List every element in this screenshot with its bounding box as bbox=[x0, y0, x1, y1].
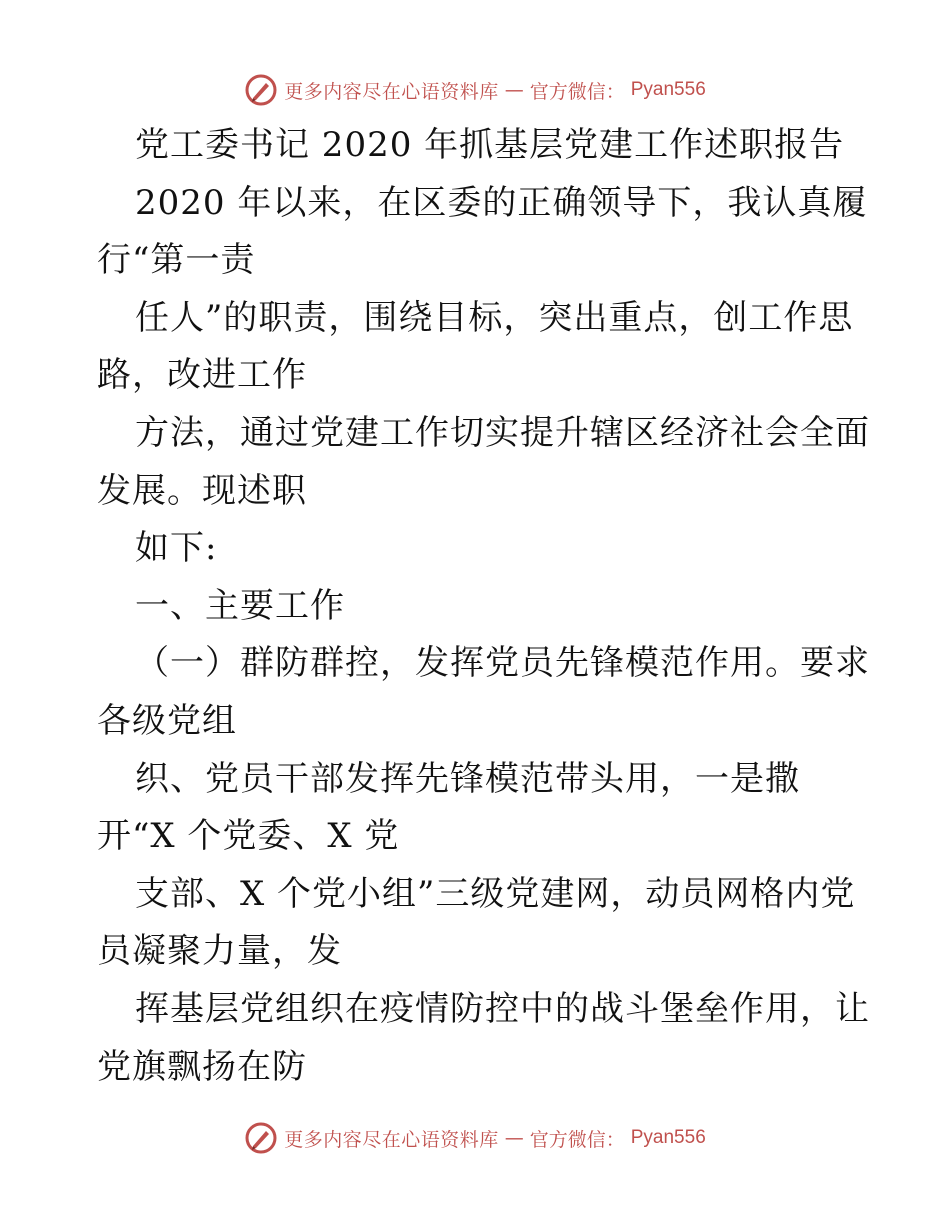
doc-line: 方法，通过党建工作切实提升辖区经济社会全面 bbox=[135, 412, 870, 453]
header-watermark bbox=[0, 70, 950, 110]
pen-logo-icon bbox=[244, 73, 278, 107]
section-heading: 一、主要工作 bbox=[135, 585, 345, 626]
doc-title: 党工委书记 2020 年抓基层党建工作述职报告 bbox=[135, 125, 845, 165]
doc-line: 如下: bbox=[135, 528, 218, 569]
watermark-site: 更多内容尽在心语资料库 bbox=[284, 80, 499, 103]
watermark-label: 官方微信： bbox=[529, 80, 625, 103]
watermark-site: 更多内容尽在心语资料库 bbox=[284, 1128, 499, 1151]
watermark-id: Pyan556 bbox=[630, 1127, 706, 1148]
doc-line: 行“第一责 bbox=[97, 240, 256, 281]
doc-line: 2020 年以来，在区委的正确领导下，我认真履 bbox=[135, 182, 868, 223]
watermark-separator: — bbox=[504, 1127, 524, 1149]
watermark-id: Pyan556 bbox=[630, 79, 706, 100]
doc-line: 织、党员干部发挥先锋模范带头用，一是撒 bbox=[135, 758, 800, 799]
doc-line: 支部、X 个党小组”三级党建网，动员网格内党 bbox=[135, 873, 856, 914]
pen-logo-icon bbox=[244, 1121, 278, 1155]
doc-line: 路，改进工作 bbox=[97, 355, 307, 396]
doc-line: 开“X 个党委、X 党 bbox=[97, 816, 400, 857]
doc-line: 员凝聚力量，发 bbox=[97, 931, 342, 972]
footer-watermark bbox=[0, 1118, 950, 1158]
doc-line: 挥基层党组织在疫情防控中的战斗堡垒作用，让 bbox=[135, 988, 870, 1029]
doc-line: 发展。现述职 bbox=[97, 470, 307, 511]
watermark-label: 官方微信： bbox=[529, 1128, 625, 1151]
document-body bbox=[97, 117, 870, 1096]
doc-line: 各级党组 bbox=[97, 700, 237, 741]
doc-line: 党旗飘扬在防 bbox=[97, 1046, 307, 1087]
doc-line: 任人”的职责，围绕目标，突出重点，创工作思 bbox=[135, 297, 854, 338]
subsection-heading: （一）群防群控，发挥党员先锋模范作用。要求 bbox=[135, 643, 870, 684]
watermark-separator: — bbox=[504, 79, 524, 101]
